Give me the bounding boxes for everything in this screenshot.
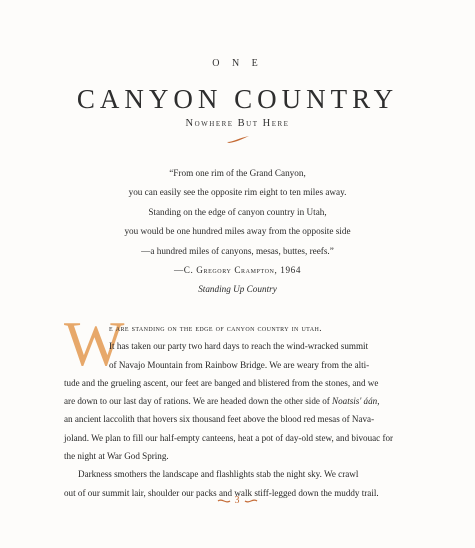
body-text-run: are down to our last day of rations. We are headed down the other side of — [64, 396, 333, 407]
body-line: It has taken our party two hard days to reach the wind-wracked summit — [109, 341, 369, 352]
epigraph-line: Standing on the edge of canyon country in Utah, — [148, 206, 327, 217]
chapter-subtitle: Nowhere But Here — [185, 118, 290, 129]
body-line: an ancient laccolith that hovers six thousand feet above the blood red mesas of Nava- — [64, 414, 375, 425]
body-line: tude and the grueling ascent, our feet are banged and blistered from the stones, and we — [64, 377, 379, 388]
right-flourish-icon — [244, 497, 258, 505]
chapter-title: CANYON COUNTRY — [76, 84, 399, 114]
body-italic-term: Noatsis' áán, — [332, 396, 380, 407]
body-line: the night at War God Spring. — [64, 451, 169, 462]
epigraph — [60, 164, 415, 300]
body-line: Darkness smothers the landscape and flashlights stab the night sky. We crawl — [78, 469, 359, 480]
page-number: 3 — [234, 495, 241, 506]
body-text — [64, 319, 409, 502]
chapter-number: O N E — [212, 58, 263, 69]
flourish-ornament — [226, 135, 250, 144]
epigraph-line: “From one rim of the Grand Canyon, — [169, 168, 306, 178]
epigraph-line: you can easily see the opposite rim eight to ten miles away. — [128, 187, 347, 198]
paragraph-1 — [64, 319, 409, 465]
body-line: of Navajo Mountain from Rainbow Bridge. We are weary from the alti- — [109, 359, 370, 370]
body-line: out of our summit lair, shoulder our packs and walk stiff-legged down the muddy trail. — [64, 487, 379, 498]
left-flourish-icon — [217, 497, 231, 505]
epigraph-source: Standing Up Country — [198, 284, 277, 295]
body-line: e are standing on the edge of canyon country in utah. — [109, 323, 322, 333]
epigraph-author: —C. Gregory Crampton, 1964 — [173, 265, 302, 276]
epigraph-line: you would be one hundred miles away from the opposite side — [124, 226, 351, 237]
body-line — [64, 392, 409, 410]
page-footer — [0, 495, 475, 506]
drop-cap: W — [64, 308, 125, 379]
body-line: joland. We plan to fill our half-empty canteens, heat a pot of day-old stew, and bivouac for — [64, 432, 394, 443]
epigraph-line: —a hundred miles of canyons, mesas, buttes, reefs.” — [141, 245, 334, 256]
